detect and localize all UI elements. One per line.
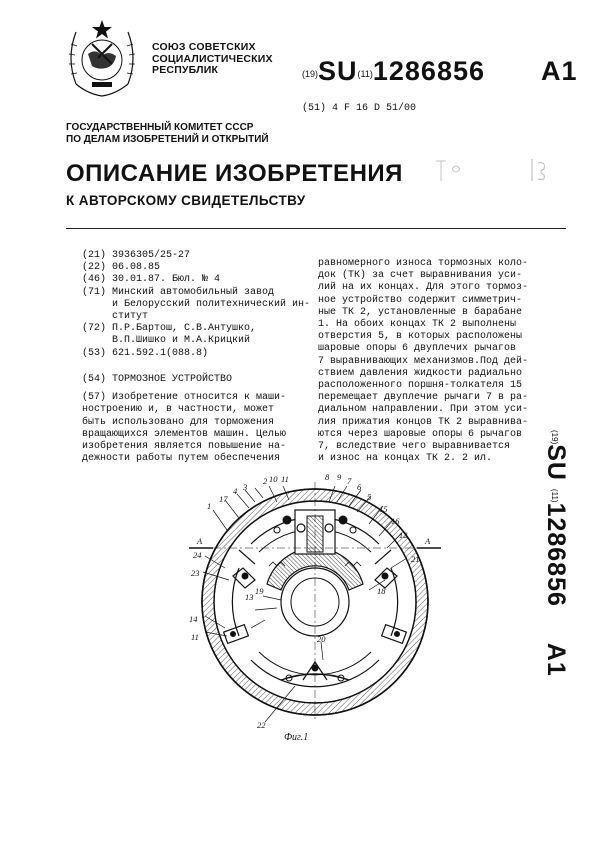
figure-label: 14 (189, 614, 198, 624)
state-line: РЕСПУБЛИК (152, 64, 219, 76)
side-number: 1286856 (542, 502, 570, 607)
document-subtitle: К АВТОРСКОМУ СВИДЕТЕЛЬСТВУ (66, 193, 306, 208)
side-code-11: (11) (550, 488, 559, 503)
biblio-line: (22) 06.08.85 (82, 262, 161, 274)
biblio-line: (46) 30.01.87. Бюл. № 4 (82, 274, 221, 286)
abstract-line: изобретения является повышение на- (82, 441, 287, 453)
figure-label: А (425, 536, 431, 546)
code-11: (11) (357, 69, 373, 79)
figure-label: 13 (245, 592, 254, 602)
abstract-line: диальном направлении. При этом уси- (318, 404, 529, 416)
figure-label: 18 (377, 586, 386, 596)
figure-label: 8 (325, 472, 330, 482)
abstract-line: равномерного износа тормозных коло- (318, 258, 529, 269)
faint-stamp (432, 155, 557, 185)
figure-label: 11 (191, 632, 199, 642)
abstract-line: отверстия 5, в которых расположены (318, 331, 523, 343)
divider (66, 228, 566, 229)
figure-label: 21 (411, 554, 420, 564)
figure-brake-drawing (185, 472, 445, 732)
biblio-line: (72) П.Р.Бартош, С.В.Антушко, (82, 323, 257, 335)
biblio-line: (21) 3936305/25-27 (82, 250, 191, 261)
abstract-line: док (ТК) за счет выравнивания уси- (318, 270, 523, 282)
abstract-line: перемещает двуплечие рычаги 7 в ра- (318, 392, 529, 404)
figure-label: 19 (255, 586, 264, 596)
abstract-right (318, 258, 568, 465)
figure-label: 9 (337, 472, 342, 482)
committee-line: ГОСУДАРСТВЕННЫЙ КОМИТЕТ СССР (66, 122, 254, 133)
committee (66, 122, 269, 146)
abstract-line: шаровые опоры 6 двуплечих рычагов (318, 343, 517, 355)
bibliographic-data (82, 250, 330, 360)
figure-label: 16 (391, 516, 400, 526)
abstract-line: 1. На обоих концах ТК 2 выполнены (318, 319, 517, 331)
figure-label: 23 (191, 568, 200, 578)
figure-label: А (197, 536, 203, 546)
figure-label: 24 (193, 550, 202, 560)
side-country: SU (542, 444, 570, 481)
state-line: СОЮЗ СОВЕТСКИХ (152, 41, 256, 53)
figure-label: 20 (317, 634, 326, 644)
figure-label: 12 (399, 530, 408, 540)
ipc-class: (51) 4 F 16 D 51/00 (302, 103, 417, 114)
ussr-emblem-icon (62, 14, 142, 100)
document-title: ОПИСАНИЕ ИЗОБРЕТЕНИЯ (66, 160, 403, 187)
figure-label: 3 (243, 482, 248, 492)
abstract-line: ностроению и, в частности, может (82, 404, 275, 416)
biblio-line: и Белорусский политехнический ин- (82, 298, 311, 310)
biblio-line: (71) Минский автомобильный завод (82, 286, 275, 298)
kind-code: A1 (541, 56, 578, 86)
abstract-line: (57) Изобретение относится к маши- (82, 392, 287, 404)
figure-caption: Фиг.1 (284, 732, 309, 743)
biblio-line: ститут (82, 311, 149, 323)
committee-line: ПО ДЕЛАМ ИЗОБРЕТЕНИЙ И ОТКРЫТИЙ (66, 134, 269, 145)
figure-label: 17 (219, 494, 228, 504)
abstract-line: ются через шаровые опоры 6 рычагов (318, 428, 523, 440)
abstract-line: быть использовано для торможения (82, 416, 275, 428)
abstract-left (82, 374, 330, 465)
figure-label: 15 (379, 504, 388, 514)
biblio-line: В.П.Шишко и М.А.Крицкий (82, 335, 251, 347)
abstract-line: 7, вследствие чего выравнивается (318, 441, 511, 453)
side-patent-number (532, 430, 572, 700)
code-19: (19) (302, 69, 319, 79)
abstract-line: вращающихся элементов машин. Целью (82, 428, 287, 440)
figure-label: 2 (263, 476, 268, 486)
state-line: СОЦИАЛИСТИЧЕСКИХ (152, 52, 273, 65)
figure-label: 10 (269, 474, 278, 484)
abstract-line: ное устройство содержит симметрич- (318, 294, 523, 306)
figure-label: 7 (347, 476, 352, 486)
invention-title: (54) ТОРМОЗНОЕ УСТРОЙСТВО (82, 374, 233, 385)
side-patent-number-text (541, 430, 570, 677)
figure-label: 6 (357, 482, 362, 492)
figure-label: 4 (233, 486, 238, 496)
country-code: SU (318, 56, 358, 86)
abstract-line: лий на их концах. Для этого тормоз- (318, 282, 529, 294)
figure-label: 22 (257, 720, 266, 730)
figure-label: 11 (281, 474, 289, 484)
patent-number: 1286856 (372, 56, 485, 86)
abstract-line: расположенного поршня-толкателя 15 (318, 380, 523, 392)
state-name (152, 42, 273, 77)
abstract-line: и износ на концах ТК 2. 2 ил. (318, 453, 493, 465)
abstract-line: 7 выравнивающих механизмов.Под дей- (318, 355, 529, 367)
figure-label: 5 (367, 492, 372, 502)
biblio-line: (53) 621.592.1(088.8) (82, 347, 209, 359)
side-kind-code: A1 (542, 642, 570, 677)
figure-label: 1 (207, 501, 212, 511)
abstract-line: лия прижатия концов ТК 2 выравнива- (318, 416, 529, 428)
abstract-line: ствием давления жидкости радиально (318, 367, 523, 379)
abstract-line: дежности работы путем обеспечения (82, 453, 281, 465)
side-code-19: (19) (550, 430, 559, 445)
patent-number-block (302, 56, 578, 87)
abstract-line: ные ТК 2, установленные в барабане (318, 306, 523, 318)
